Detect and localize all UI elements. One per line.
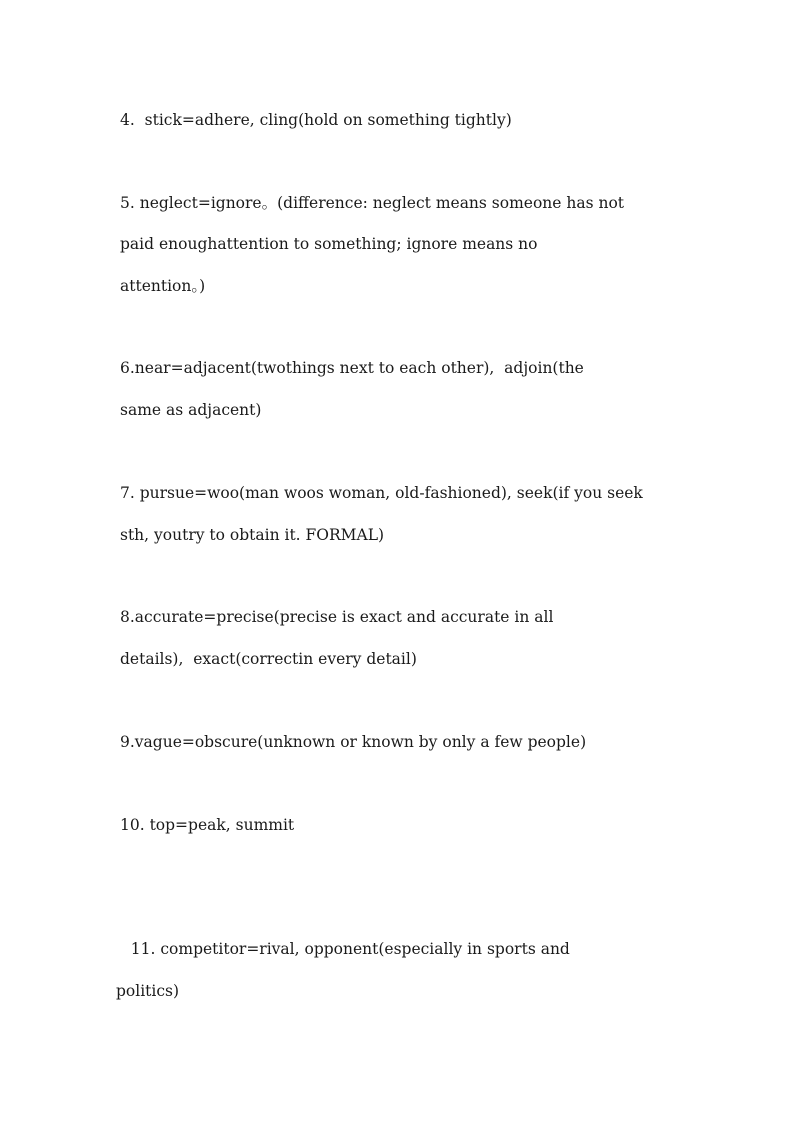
entry-7-line-2: sth, youtry to obtain it. FORMAL) — [120, 526, 385, 544]
entry-11-line-2: politics) — [116, 982, 180, 1000]
entry-8-line-1: 8.accurate=precise(precise is exact and accurate in all — [120, 608, 554, 626]
entry-8-line-2: details), exact(correctin every detail) — [120, 650, 417, 668]
entry-11-line-1: 11. competitor=rival, opponent(especially in sports and — [116, 940, 570, 958]
entry-7-line-1: 7. pursue=woo(man woos woman, old-fashioned), seek(if you seek — [120, 484, 643, 502]
entry-5-line-2: paid enoughattention to something; ignore means no — [120, 235, 538, 253]
entry-6-line-1: 6.near=adjacent(twothings next to each other), adjoin(the — [120, 359, 584, 377]
entry-5-line-3: attention。) — [120, 277, 206, 295]
entry-10: 10. top=peak, summit — [120, 816, 295, 834]
entry-5-line-1: 5. neglect=ignore。(difference: neglect means someone has not — [120, 194, 625, 212]
entry-4: 4. stick=adhere, cling(hold on something tightly) — [120, 111, 512, 129]
entry-9: 9.vague=obscure(unknown or known by only a few people) — [120, 733, 587, 751]
entry-6-line-2: same as adjacent) — [120, 401, 262, 419]
